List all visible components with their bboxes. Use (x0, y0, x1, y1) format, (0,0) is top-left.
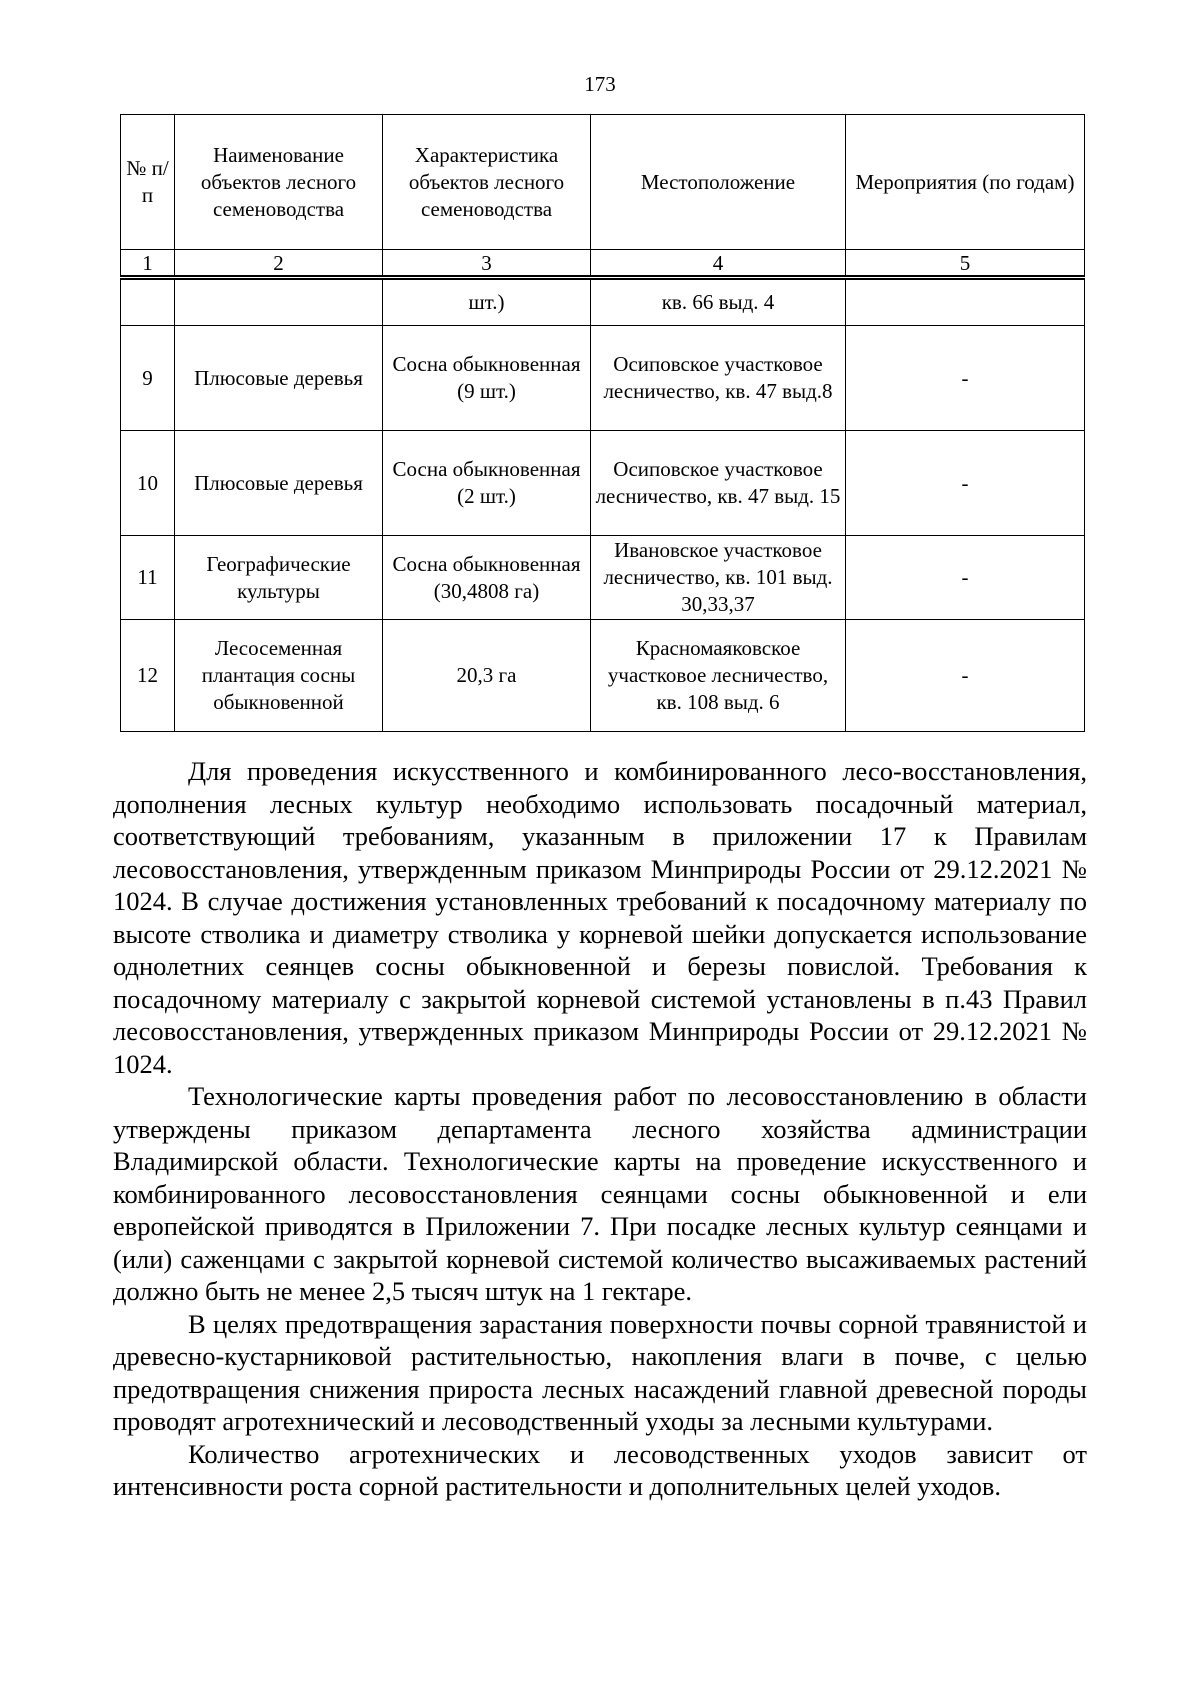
cell-measures: - (846, 326, 1085, 431)
cell-characteristic: Сосна обыкновенная (2 шт.) (383, 431, 591, 536)
header-characteristic: Характеристика объектов лесного семеноводства (383, 115, 591, 250)
table-row (121, 326, 1085, 431)
column-number: 3 (383, 250, 591, 278)
cell-measures: - (846, 431, 1085, 536)
body-text (113, 755, 1087, 1503)
cell-location: Осиповское участковое лесничество, кв. 47 выд.8 (591, 326, 846, 431)
cell-location: Осиповское участковое лесничество, кв. 47 выд. 15 (591, 431, 846, 536)
header-num: № п/п (121, 115, 175, 250)
column-number: 5 (846, 250, 1085, 278)
column-number: 4 (591, 250, 846, 278)
seed-objects-table (120, 114, 1085, 732)
cell-measures: - (846, 536, 1085, 620)
column-number-row (121, 250, 1085, 278)
cell-name: Плюсовые деревья (175, 326, 383, 431)
paragraph: Для проведения искусственного и комбинированного лесо-восстановления, дополнения лесных культур необходимо использовать посадочный материал, соответствующий требованиям, указанным в приложении 17 к Правилам лесовосстановления, утвержденным приказом Минприроды России от 29.12.2021 № 1024. В случае достижения установленных требований к посадочному материалу по высоте стволика и диаметру стволика у корневой шейки допускается использование однолетних сеянцев сосны обыкновенной и березы повислой. Требования к посадочному материалу с закрытой корневой системой установлены в п.43 Правил лесовосстановления, утвержденных приказом Минприроды России от 29.12.2021 № 1024. (113, 756, 1087, 1079)
cell-num (121, 278, 175, 326)
cell-num: 10 (121, 431, 175, 536)
table-row (121, 278, 1085, 326)
paragraph: В целях предотвращения зарастания поверхности почвы сорной травянистой и древесно-кустарниковой растительностью, накопления влаги в почве, с целью предотвращения снижения прироста лесных насаждений главной древесной породы проводят агротехнический и лесоводственный уходы за лесными культурами. (113, 1308, 1087, 1436)
cell-characteristic: Сосна обыкновенная (30,4808 га) (383, 536, 591, 620)
header-name: Наименование объектов лесного семеноводства (175, 115, 383, 250)
paragraph: Технологические карты проведения работ по лесовосстановлению в области утверждены приказом департамента лесного хозяйства администрации Владимирской области. Технологические карты на проведение искусственного и комбинированного лесовосстановления сеянцами сосны обыкновенной и ели европейской приводятся в Приложении 7. При посадке лесных культур сеянцами и (или) саженцами с закрытой корневой системой количество высаживаемых растений должно быть не менее 2,5 тысяч штук на 1 гектаре. (113, 1081, 1087, 1306)
cell-name: Географические культуры (175, 536, 383, 620)
paragraph: Количество агротехнических и лесоводственных уходов зависит от интенсивности роста сорной растительности и дополнительных целей уходов. (113, 1438, 1087, 1501)
cell-name: Плюсовые деревья (175, 431, 383, 536)
cell-characteristic: Сосна обыкновенная (9 шт.) (383, 326, 591, 431)
cell-characteristic: 20,3 га (383, 620, 591, 732)
cell-num: 9 (121, 326, 175, 431)
header-measures: Мероприятия (по годам) (846, 115, 1085, 250)
table-header-row (121, 115, 1085, 250)
cell-name: Лесосеменная плантация сосны обыкновенной (175, 620, 383, 732)
cell-measures: - (846, 620, 1085, 732)
cell-name (175, 278, 383, 326)
table-row (121, 536, 1085, 620)
cell-location: кв. 66 выд. 4 (591, 278, 846, 326)
cell-measures (846, 278, 1085, 326)
page-number: 173 (584, 72, 616, 96)
header-location: Местоположение (591, 115, 846, 250)
cell-location: Красномаяковское участковое лесничество, кв. 108 выд. 6 (591, 620, 846, 732)
column-number: 2 (175, 250, 383, 278)
cell-characteristic: шт.) (383, 278, 591, 326)
cell-num: 11 (121, 536, 175, 620)
column-number: 1 (121, 250, 175, 278)
table-row (121, 620, 1085, 732)
table-row (121, 431, 1085, 536)
cell-location: Ивановское участковое лесничество, кв. 101 выд. 30,33,37 (591, 536, 846, 620)
cell-num: 12 (121, 620, 175, 732)
